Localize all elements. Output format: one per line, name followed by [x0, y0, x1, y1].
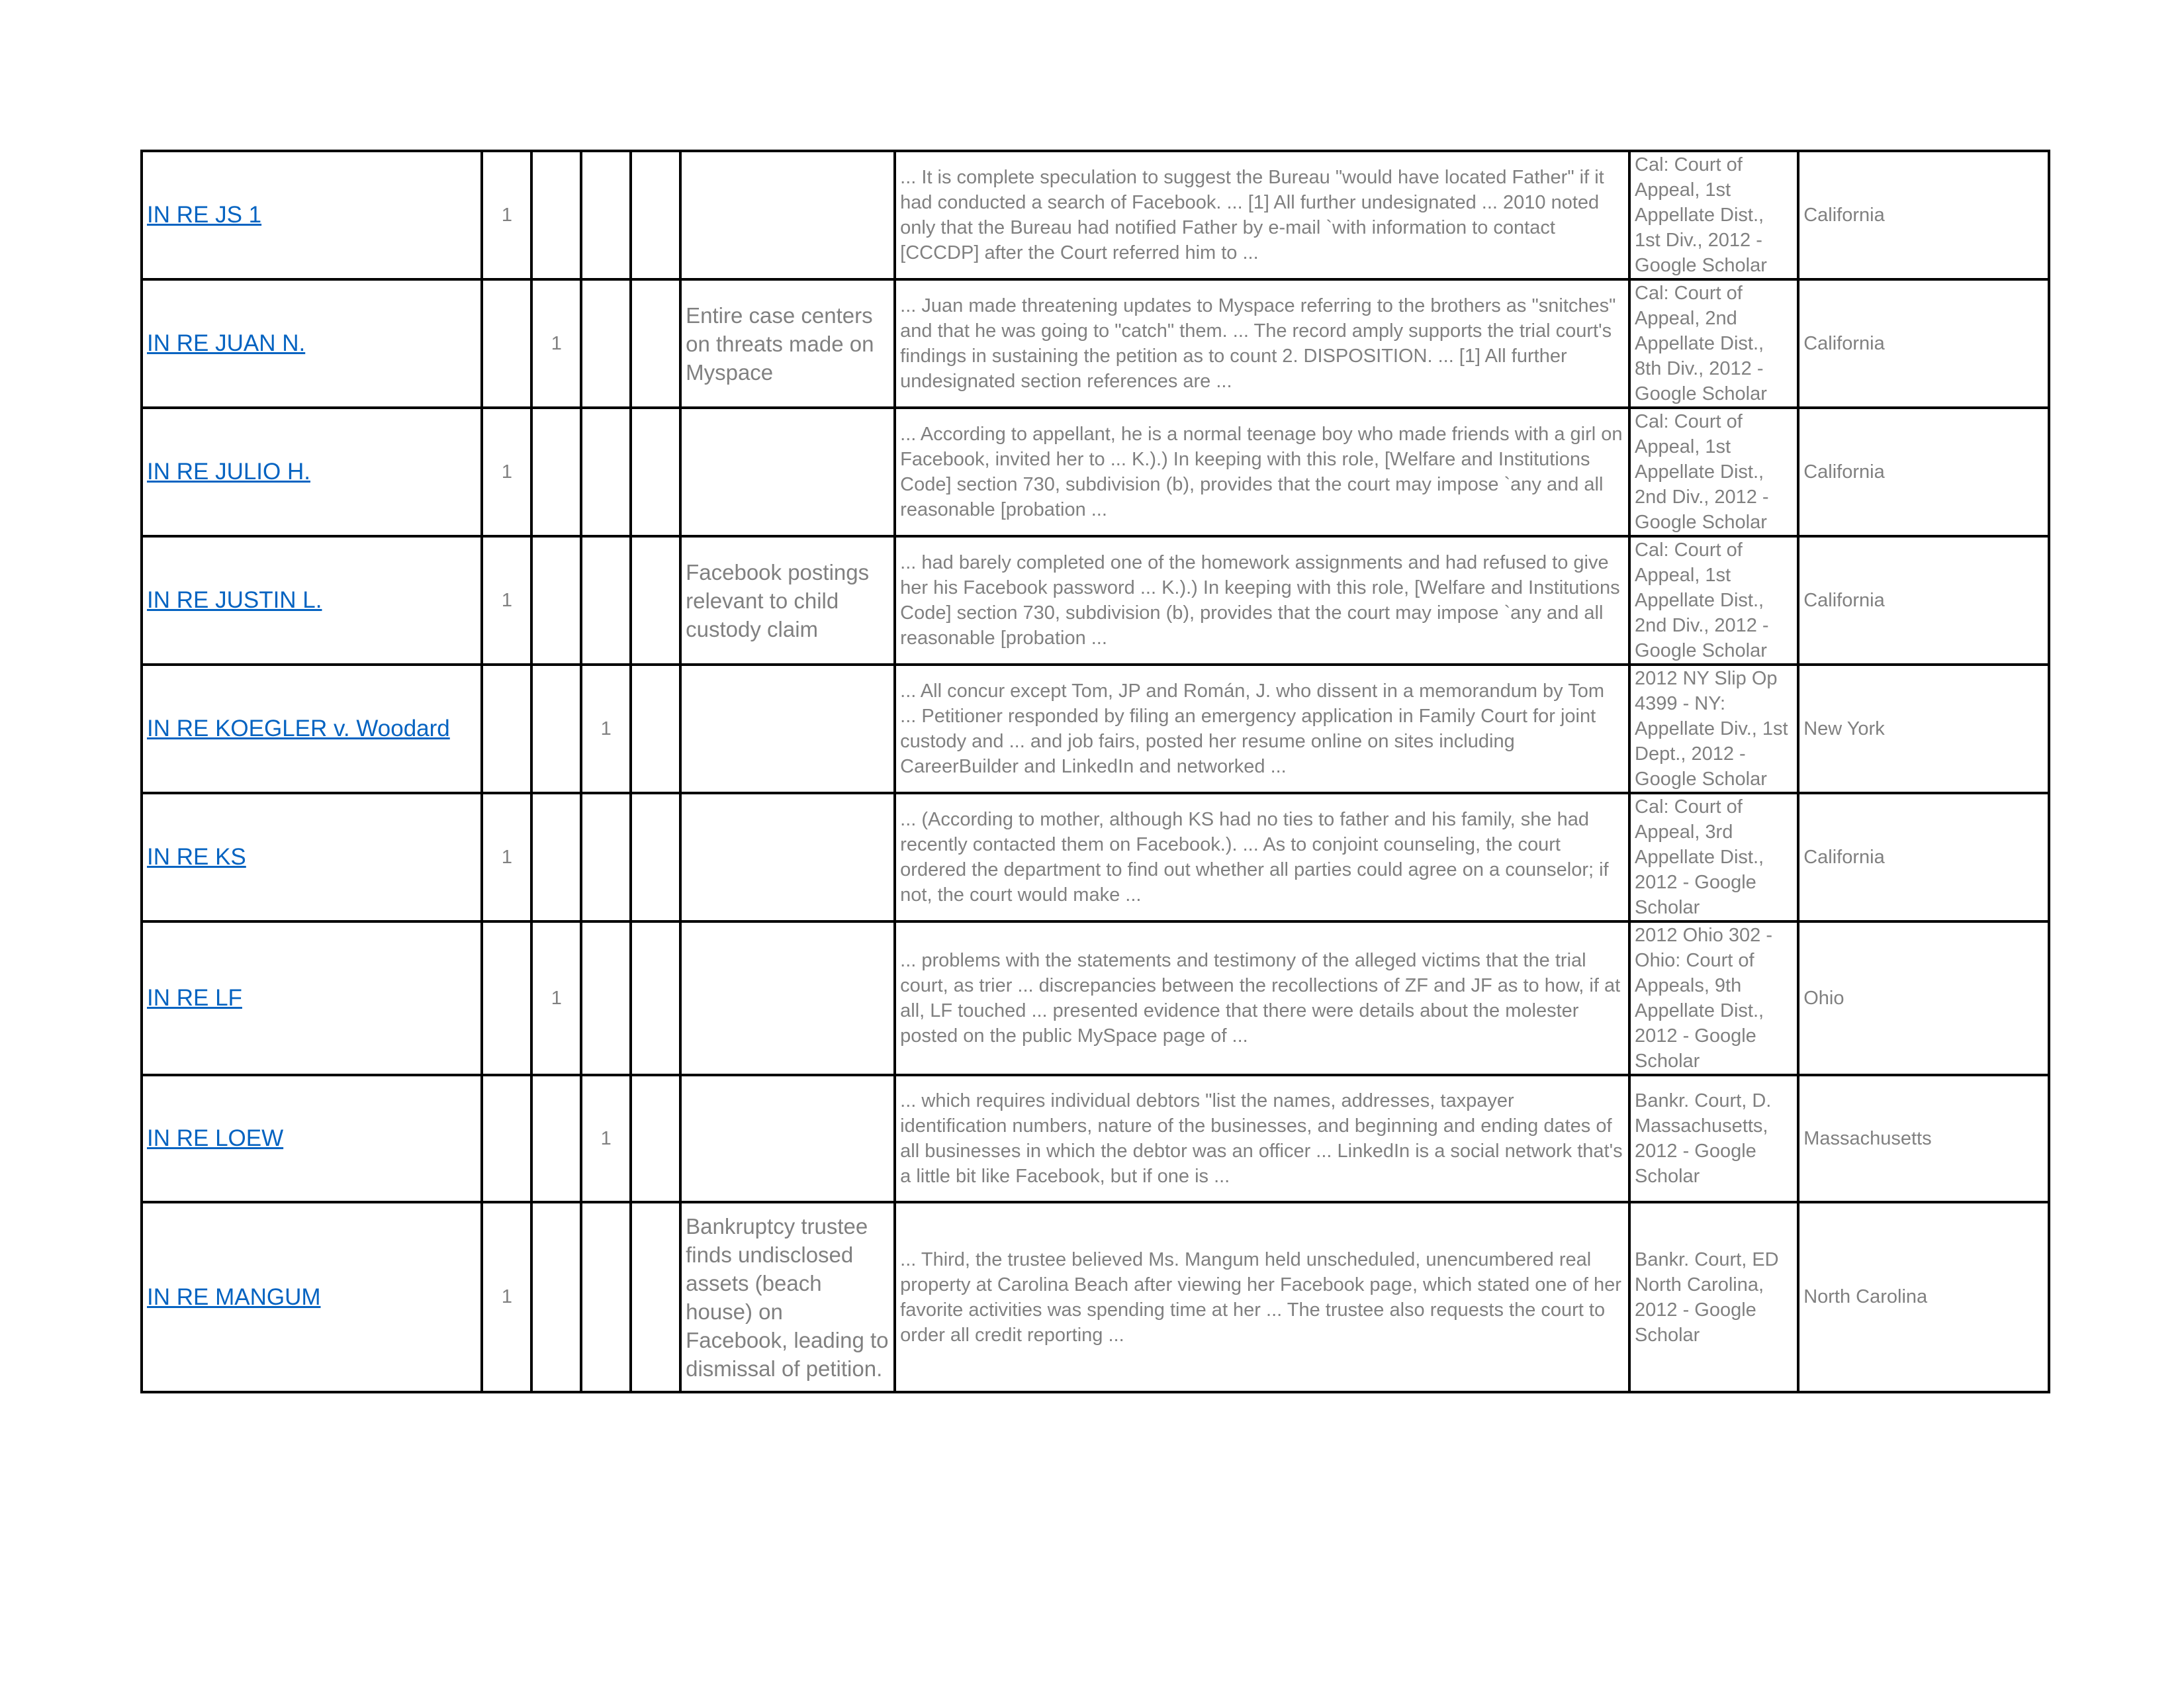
case-state: North Carolina: [1798, 1202, 2049, 1392]
count-col-2: [531, 793, 581, 921]
case-note: [680, 408, 895, 536]
case-note: [680, 665, 895, 793]
case-snippet: ... (According to mother, although KS had no ties to father and his family, she had recently contacted them on Facebook.). ... As to conjoint counseling, the court ordered the department to find out whether all parties could agree on a counselor; if not, the court would make ...: [895, 793, 1629, 921]
case-name-cell: [142, 1075, 482, 1202]
case-state: New York: [1798, 665, 2049, 793]
count-col-1: [482, 921, 531, 1075]
case-name-link[interactable]: IN RE LOEW: [147, 1125, 284, 1151]
case-snippet: ... problems with the statements and testimony of the alleged victims that the trial court, as trier ... discrepancies between the recollections of ZF and JF as to how, if at all, LF touched ... presented evidence that there were details about the molester posted on the public MySpace page of ...: [895, 921, 1629, 1075]
case-snippet: ... Juan made threatening updates to Myspace referring to the brothers as "snitches" and that he was going to "catch" them. ... The record amply supports the trial court's findings in sustaining the petition as to count 2. DISPOSITION. ... [1] All further undesignated section references are ...: [895, 279, 1629, 408]
case-name-link[interactable]: IN RE JUSTIN L.: [147, 587, 322, 613]
case-note: [680, 793, 895, 921]
count-col-3: [581, 536, 631, 665]
case-snippet: ... All concur except Tom, JP and Román, J. who dissent in a memorandum by Tom ... Petitioner responded by filing an emergency application in Family Court for joint custody and ... and job fairs, posted her resume online on sites including CareerBuilder and LinkedIn and networked ...: [895, 665, 1629, 793]
count-col-4: [631, 1075, 680, 1202]
case-note: [680, 921, 895, 1075]
case-name-link[interactable]: IN RE JS 1: [147, 202, 262, 228]
case-name-link[interactable]: IN RE JUAN N.: [147, 330, 306, 356]
case-name-link[interactable]: IN RE MANGUM: [147, 1284, 321, 1310]
case-note: Bankruptcy trustee finds undisclosed assets (beach house) on Facebook, leading to dismissal of petition.: [680, 1202, 895, 1392]
case-name-cell: [142, 536, 482, 665]
count-col-1: 1: [482, 536, 531, 665]
count-col-3: [581, 279, 631, 408]
table-row: [142, 279, 2049, 408]
court-citation: Cal: Court of Appeal, 2nd Appellate Dist., 8th Div., 2012 - Google Scholar: [1629, 279, 1798, 408]
count-col-1: 1: [482, 793, 531, 921]
count-col-3: [581, 151, 631, 279]
count-col-4: [631, 921, 680, 1075]
count-col-1: [482, 665, 531, 793]
count-col-2: [531, 151, 581, 279]
table-row: [142, 921, 2049, 1075]
count-col-3: [581, 1202, 631, 1392]
count-col-2: [531, 1202, 581, 1392]
case-name-cell: [142, 665, 482, 793]
case-name-cell: [142, 151, 482, 279]
count-col-4: [631, 151, 680, 279]
table-row: [142, 151, 2049, 279]
count-col-1: 1: [482, 408, 531, 536]
case-state: California: [1798, 151, 2049, 279]
count-col-1: 1: [482, 1202, 531, 1392]
count-col-1: 1: [482, 151, 531, 279]
case-state: California: [1798, 536, 2049, 665]
case-state: California: [1798, 279, 2049, 408]
count-col-4: [631, 279, 680, 408]
court-citation: 2012 NY Slip Op 4399 - NY: Appellate Div., 1st Dept., 2012 - Google Scholar: [1629, 665, 1798, 793]
count-col-2: [531, 1075, 581, 1202]
count-col-1: [482, 279, 531, 408]
count-col-1: [482, 1075, 531, 1202]
case-name-link[interactable]: IN RE JULIO H.: [147, 459, 310, 485]
count-col-4: [631, 408, 680, 536]
case-name-cell: [142, 921, 482, 1075]
court-citation: Cal: Court of Appeal, 1st Appellate Dist., 2nd Div., 2012 - Google Scholar: [1629, 408, 1798, 536]
case-note: [680, 1075, 895, 1202]
count-col-2: 1: [531, 279, 581, 408]
case-name-cell: [142, 279, 482, 408]
case-name-cell: [142, 793, 482, 921]
count-col-3: [581, 408, 631, 536]
court-citation: 2012 Ohio 302 - Ohio: Court of Appeals, 9th Appellate Dist., 2012 - Google Scholar: [1629, 921, 1798, 1075]
table-row: [142, 536, 2049, 665]
case-snippet: ... It is complete speculation to suggest the Bureau "would have located Father" if it had conducted a search of Facebook. ... [1] All further undesignated ... 2010 noted only that the Bureau had notified Father by e-mail `with information to contact [CCCDP] after the Court referred him to ...: [895, 151, 1629, 279]
count-col-2: [531, 408, 581, 536]
table-row: [142, 1202, 2049, 1392]
case-state: California: [1798, 793, 2049, 921]
case-state: California: [1798, 408, 2049, 536]
count-col-3: [581, 793, 631, 921]
table-row: [142, 1075, 2049, 1202]
count-col-2: 1: [531, 921, 581, 1075]
count-col-2: [531, 665, 581, 793]
case-table: [140, 150, 2050, 1393]
case-note: Facebook postings relevant to child custody claim: [680, 536, 895, 665]
court-citation: Cal: Court of Appeal, 1st Appellate Dist., 1st Div., 2012 - Google Scholar: [1629, 151, 1798, 279]
case-snippet: ... Third, the trustee believed Ms. Mangum held unscheduled, unencumbered real property at Carolina Beach after viewing her Facebook page, which stated one of her favorite activities was spending time at her ... The trustee also requests the court to order all credit reporting ...: [895, 1202, 1629, 1392]
case-snippet: ... According to appellant, he is a normal teenage boy who made friends with a girl on Facebook, invited her to ... K.).) In keeping with this role, [Welfare and Institutions Code] section 730, subdivision (b), provides that the court may impose `any and all reasonable [probation ...: [895, 408, 1629, 536]
court-citation: Bankr. Court, ED North Carolina, 2012 - Google Scholar: [1629, 1202, 1798, 1392]
table-row: [142, 793, 2049, 921]
court-citation: Cal: Court of Appeal, 1st Appellate Dist., 2nd Div., 2012 - Google Scholar: [1629, 536, 1798, 665]
case-snippet: ... had barely completed one of the homework assignments and had refused to give her his Facebook password ... K.).) In keeping with this role, [Welfare and Institutions Code] section 730, subdivision (b), provides that the court may impose `any and all reasonable [probation ...: [895, 536, 1629, 665]
court-citation: Bankr. Court, D. Massachusetts, 2012 - Google Scholar: [1629, 1075, 1798, 1202]
case-name-link[interactable]: IN RE KS: [147, 844, 246, 870]
count-col-3: 1: [581, 665, 631, 793]
case-name-cell: [142, 1202, 482, 1392]
case-snippet: ... which requires individual debtors "list the names, addresses, taxpayer identification numbers, nature of the businesses, and beginning and ending dates of all businesses in which the debtor was an officer ... LinkedIn is a social network that's a little bit like Facebook, but if one is ...: [895, 1075, 1629, 1202]
table-row: [142, 665, 2049, 793]
case-note: Entire case centers on threats made on Myspace: [680, 279, 895, 408]
count-col-3: [581, 921, 631, 1075]
count-col-4: [631, 1202, 680, 1392]
case-state: Ohio: [1798, 921, 2049, 1075]
count-col-4: [631, 793, 680, 921]
case-name-link[interactable]: IN RE LF: [147, 985, 242, 1011]
count-col-2: [531, 536, 581, 665]
count-col-4: [631, 665, 680, 793]
case-name-cell: [142, 408, 482, 536]
case-table-body: [142, 151, 2049, 1392]
count-col-4: [631, 536, 680, 665]
count-col-3: 1: [581, 1075, 631, 1202]
court-citation: Cal: Court of Appeal, 3rd Appellate Dist., 2012 - Google Scholar: [1629, 793, 1798, 921]
table-row: [142, 408, 2049, 536]
case-state: Massachusetts: [1798, 1075, 2049, 1202]
case-note: [680, 151, 895, 279]
case-name-link[interactable]: IN RE KOEGLER v. Woodard: [147, 716, 450, 741]
